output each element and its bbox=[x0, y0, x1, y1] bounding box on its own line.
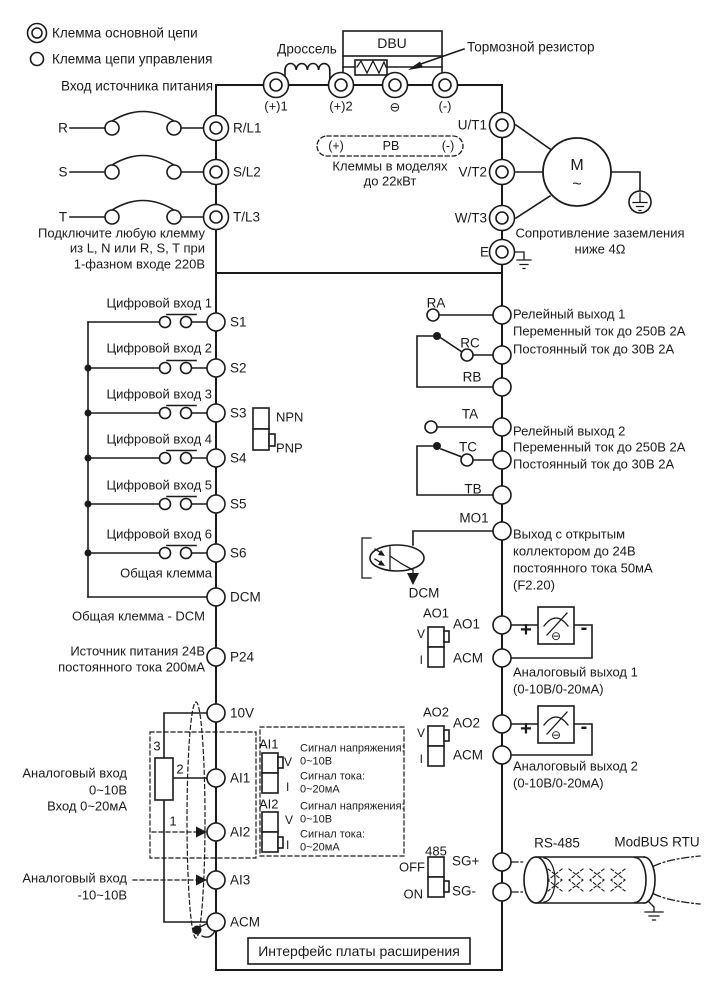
meter2-theta-label: ⊖ bbox=[550, 728, 562, 742]
pb-note-line2: до 22кВт bbox=[363, 173, 417, 189]
motor-m-label: M bbox=[570, 157, 584, 174]
digital-input-1-label: Цифровой вход 1 bbox=[106, 295, 212, 311]
meter1-theta-label: ⊖ bbox=[550, 629, 562, 643]
ai1-switch-v-label: V bbox=[284, 755, 293, 769]
ao2-switch-label: AO2 bbox=[422, 704, 450, 720]
terminal-s2-label: S2 bbox=[230, 360, 247, 376]
ai1-signal-line1: Сигнал напряжения: bbox=[300, 742, 405, 755]
mo1-note-line1: Выход с открытым bbox=[513, 526, 626, 542]
analog-in-note-line1: Аналоговый вход bbox=[22, 765, 127, 781]
terminal-e-label: E bbox=[479, 244, 489, 260]
motor-tilde-label: ~ bbox=[572, 176, 582, 193]
phase-s-label: S bbox=[58, 164, 68, 180]
ai2-signal-line4: 0~20мА bbox=[300, 841, 340, 854]
terminal-ao1-label: AO1 bbox=[453, 616, 481, 632]
terminal-theta-label: ⊖ bbox=[389, 99, 401, 115]
terminal-s5-label: S5 bbox=[230, 496, 247, 512]
terminal-ai1-label: AI1 bbox=[230, 770, 251, 786]
pb-label: PB bbox=[382, 138, 400, 153]
terminal-mo1-label: MO1 bbox=[459, 510, 489, 526]
power-input-label: Вход источника питания bbox=[60, 78, 213, 94]
terminal-rb-label: RB bbox=[462, 369, 482, 385]
terminal-vt2-label: V/T2 bbox=[458, 164, 487, 180]
terminal-sg-plus-label: SG+ bbox=[452, 853, 480, 869]
ao2-switch-v-label: V bbox=[416, 726, 425, 740]
pnp-label: PNP bbox=[276, 440, 303, 456]
ai2-switch-label: AI2 bbox=[259, 796, 279, 812]
digital-input-6-label: Цифровой вход 6 bbox=[106, 526, 212, 542]
meter1-plus-label: + bbox=[520, 619, 532, 641]
terminal-tl3-label: T/L3 bbox=[233, 209, 261, 225]
ai1-switch-label: AI1 bbox=[259, 736, 279, 752]
terminal-acm1-label: ACM bbox=[453, 650, 483, 666]
relay2-note-line1: Релейный выход 2 bbox=[513, 423, 626, 439]
pb-minus-label: (-) bbox=[441, 138, 455, 153]
terminal-s3-label: S3 bbox=[230, 405, 247, 421]
ground-note-line1: Сопротивление заземления bbox=[515, 225, 685, 241]
legend-main-circuit-label: Клемма основной цепи bbox=[52, 25, 198, 41]
ao1-switch-i-label: I bbox=[419, 653, 423, 667]
terminal-rc-label: RC bbox=[460, 335, 480, 351]
meter2-plus-label: + bbox=[520, 718, 532, 740]
choke-label: Дроссель bbox=[277, 41, 337, 57]
mo1-note-line4: (F2.20) bbox=[513, 577, 555, 593]
ao1-note-line2: (0-10В/0-20мА) bbox=[513, 681, 604, 697]
expansion-interface-label: Интерфейс платы расширения bbox=[258, 943, 460, 959]
pot-pin1-label: 1 bbox=[169, 813, 177, 829]
npn-label: NPN bbox=[276, 409, 304, 425]
ao1-switch-v-label: V bbox=[416, 627, 425, 641]
ao2-note-line2: (0-10В/0-20мА) bbox=[513, 775, 604, 791]
terminal-ao2-label: AO2 bbox=[453, 715, 481, 731]
modbus-label: ModBUS RTU bbox=[614, 834, 700, 850]
meter2-minus-label: - bbox=[580, 716, 588, 738]
terminal-tc-label: TC bbox=[459, 439, 477, 455]
digital-input-3-label: Цифровой вход 3 bbox=[106, 386, 212, 402]
opto-dcm-label: DCM bbox=[408, 585, 440, 601]
terminal-tb-label: TB bbox=[464, 481, 482, 497]
ai1-signal-line4: 0~20мА bbox=[300, 783, 340, 796]
terminal-s6-label: S6 bbox=[230, 545, 247, 561]
terminal-s1-label: S1 bbox=[230, 314, 247, 330]
meter1-minus-label: - bbox=[580, 617, 588, 639]
mo1-note-line2: коллектором до 24В bbox=[513, 543, 636, 559]
digital-input-2-label: Цифровой вход 2 bbox=[106, 340, 212, 356]
digital-input-5-label: Цифровой вход 5 bbox=[106, 477, 212, 493]
common-terminal-label: Общая клемма bbox=[120, 565, 212, 581]
terminal-ra-label: RA bbox=[426, 295, 446, 311]
legend-control-circuit-label: Клемма цепи управления bbox=[52, 51, 213, 67]
mo1-note-line3: постоянного тока 50мА bbox=[513, 560, 653, 576]
terminal-ta-label: TA bbox=[461, 406, 479, 422]
common-dcm-note: Общая клемма - DCM bbox=[71, 608, 205, 624]
ai2-signal-line2: 0~10В bbox=[300, 813, 333, 826]
terminal-dcm-label: DCM bbox=[230, 589, 261, 605]
ao1-note-line1: Аналоговый выход 1 bbox=[513, 664, 638, 680]
ai1-signal-line2: 0~10В bbox=[300, 755, 333, 768]
single-phase-note-line1: Подключите любую клемму bbox=[38, 225, 205, 241]
ao2-switch-i-label: I bbox=[419, 752, 423, 766]
terminal-s4-label: S4 bbox=[230, 450, 247, 466]
terminal-sl2-label: S/L2 bbox=[233, 164, 261, 180]
rs485-label: RS-485 bbox=[534, 835, 580, 851]
terminal-acm-label: ACM bbox=[230, 914, 260, 930]
terminal-p24-label: P24 bbox=[230, 649, 255, 665]
comm-switch-off-label: OFF bbox=[399, 859, 425, 875]
terminal-ai2-label: AI2 bbox=[230, 824, 251, 840]
digital-input-4-label: Цифровой вход 4 bbox=[106, 431, 212, 447]
analog-in-note-line3: Вход 0~20мА bbox=[47, 798, 127, 814]
ai1-switch-i-label: I bbox=[286, 780, 290, 794]
terminal-ai3-label: AI3 bbox=[230, 872, 251, 888]
terminal-rl1-label: R/L1 bbox=[233, 120, 262, 136]
single-phase-note-line3: 1-фазном входе 220В bbox=[73, 256, 205, 272]
pb-note-line1: Клеммы в моделях bbox=[332, 158, 448, 174]
terminal-sg-minus-label: SG- bbox=[452, 883, 477, 899]
pot-pin3-label: 3 bbox=[153, 738, 161, 754]
ai3-note-line2: -10~10В bbox=[77, 887, 127, 903]
ai2-switch-i-label: I bbox=[286, 838, 290, 852]
relay1-note-line3: Постоянный ток до 30В 2А bbox=[513, 341, 675, 357]
ao1-switch-label: AO1 bbox=[422, 605, 450, 621]
ai1-signal-line3: Сигнал тока: bbox=[300, 770, 366, 783]
ai2-signal-line3: Сигнал тока: bbox=[300, 828, 366, 841]
pb-plus-label: (+) bbox=[328, 138, 344, 153]
ai3-note-line1: Аналоговый вход bbox=[22, 870, 127, 886]
relay1-note-line1: Релейный выход 1 bbox=[513, 306, 626, 322]
comm-switch-label: 485 bbox=[425, 843, 447, 859]
ai2-signal-line1: Сигнал напряжения: bbox=[300, 800, 405, 813]
relay2-note-line3: Постоянный ток до 30В 2А bbox=[513, 456, 675, 472]
ground-note-line2: ниже 4Ω bbox=[574, 241, 626, 257]
phase-t-label: T bbox=[58, 209, 68, 225]
p24-note-line1: Источник питания 24В bbox=[70, 643, 205, 659]
relay2-note-line2: Переменный ток до 250В 2А bbox=[513, 439, 686, 455]
ai2-switch-v-label: V bbox=[285, 813, 294, 827]
terminal-acm2-label: ACM bbox=[453, 747, 483, 763]
single-phase-note-line2: из L, N или R, S, T при bbox=[69, 240, 205, 256]
comm-switch-on-label: ON bbox=[403, 886, 423, 902]
terminal-10v-label: 10V bbox=[230, 705, 255, 721]
terminal-minus-label: (-) bbox=[438, 98, 452, 114]
terminal-plus2-label: (+)2 bbox=[329, 98, 353, 114]
p24-note-line2: постоянного тока 200мА bbox=[58, 659, 205, 675]
terminal-ut1-label: U/T1 bbox=[457, 117, 487, 133]
terminal-plus1-label: (+)1 bbox=[264, 98, 288, 114]
terminal-wt3-label: W/T3 bbox=[454, 210, 487, 226]
ao2-note-line1: Аналоговый выход 2 bbox=[513, 758, 638, 774]
brake-resistor-label: Тормозной резистор bbox=[467, 39, 595, 55]
pot-pin2-label: 2 bbox=[176, 761, 184, 777]
analog-in-note-line2: 0~10В bbox=[89, 782, 127, 798]
phase-r-label: R bbox=[58, 120, 68, 136]
relay1-note-line2: Переменный ток до 250В 2А bbox=[513, 323, 686, 339]
dbu-label: DBU bbox=[377, 35, 407, 51]
